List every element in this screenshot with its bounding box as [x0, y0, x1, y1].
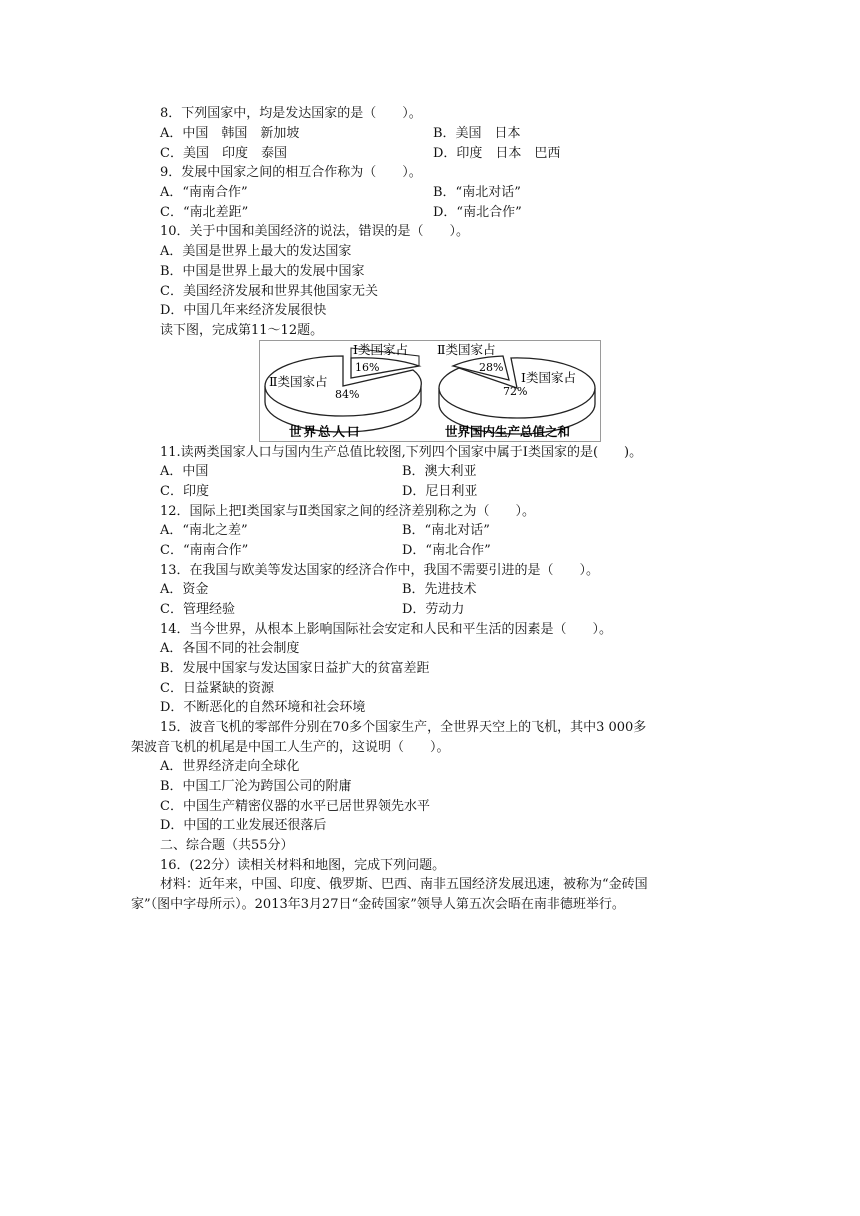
- option-10d: D．中国几年来经济发展很快: [160, 303, 327, 318]
- pie-gdp-pct-small: 28%: [479, 361, 504, 374]
- option-8d: D．印度 日本 巴西: [433, 146, 561, 161]
- question-11: 11.读两类国家人口与国内生产总值比较图,下列四个国家中属于Ⅰ类国家的是( )。: [160, 445, 643, 460]
- pie-gdp-pct-large: 72%: [503, 385, 528, 398]
- option-10b: B．中国是世界上最大的发展中国家: [160, 264, 365, 279]
- option-14d: D．不断恶化的自然环境和社会环境: [160, 700, 366, 715]
- option-8a: A．中国 韩国 新加坡: [160, 126, 300, 141]
- pie-gdp-label-small: Ⅱ类国家占: [437, 342, 496, 357]
- material-line-1: 材料：近年来，中国、印度、俄罗斯、巴西、南非五国经济发展迅速，被称为“金砖国: [160, 877, 648, 892]
- option-14b: B．发展中国家与发达国家日益扩大的贫富差距: [160, 661, 430, 676]
- question-15-cont: 架波音飞机的机尾是中国工人生产的，这说明（ ）。: [131, 740, 450, 755]
- question-12: 12．国际上把Ⅰ类国家与Ⅱ类国家之间的经济差别称之为（ ）。: [160, 504, 536, 519]
- question-14: 14．当今世界，从根本上影响国际社会安定和人民和平生活的因素是（ ）。: [160, 622, 613, 637]
- option-12a: A．“南北之差”: [160, 523, 248, 538]
- option-9c: C．“南北差距”: [160, 205, 249, 220]
- pie-population-caption: 世界总人口: [289, 424, 362, 439]
- option-13b: B．先进技术: [402, 582, 477, 597]
- option-13a: A．资金: [160, 582, 209, 597]
- option-8c: C．美国 印度 泰国: [160, 146, 287, 161]
- question-16: 16．(22分）读相关材料和地图，完成下列问题。: [160, 858, 446, 873]
- option-8b: B．美国 日本: [433, 126, 521, 141]
- question-15: 15．波音飞机的零部件分别在70多个国家生产，全世界天空上的飞机，其中3 000多: [160, 720, 647, 735]
- question-9: 9．发展中国家之间的相互合作称为（ ）。: [160, 165, 422, 180]
- section-heading: 二、综合题（共55分）: [160, 838, 294, 853]
- option-14a: A．各国不同的社会制度: [160, 641, 300, 656]
- option-9a: A．“南南合作”: [160, 185, 248, 200]
- option-15b: B．中国工厂沦为跨国公司的附庸: [160, 779, 352, 794]
- option-15c: C．中国生产精密仪器的水平已居世界领先水平: [160, 799, 430, 814]
- pie-population-pct-large: 84%: [335, 388, 360, 401]
- pie-population-label-small: Ⅰ类国家占: [353, 342, 408, 357]
- option-11d: D．尼日利亚: [402, 484, 478, 499]
- pie-population-label-large: Ⅱ类国家占: [269, 374, 328, 389]
- question-10: 10．关于中国和美国经济的说法，错误的是（ ）。: [160, 224, 470, 239]
- question-8: 8．下列国家中，均是发达国家的是（ ）。: [160, 106, 422, 121]
- option-11b: B．澳大利亚: [402, 464, 477, 479]
- question-13: 13．在我国与欧美等发达国家的经济合作中，我国不需要引进的是（ ）。: [160, 563, 600, 578]
- option-15a: A．世界经济走向全球化: [160, 759, 300, 774]
- pie-gdp-caption: 世界国内生产总值之和: [445, 424, 571, 439]
- figure-instruction: 读下图，完成第11～12题。: [160, 323, 324, 338]
- option-10c: C．美国经济发展和世界其他国家无关: [160, 284, 378, 299]
- option-12c: C．“南南合作”: [160, 543, 249, 558]
- option-12b: B．“南北对话”: [402, 523, 490, 538]
- option-9b: B．“南北对话”: [433, 185, 521, 200]
- pie-gdp-label-large: Ⅰ类国家占: [521, 370, 576, 385]
- option-13d: D．劳动力: [402, 602, 465, 617]
- pie-comparison-figure: [259, 340, 601, 442]
- option-13c: C．管理经验: [160, 602, 235, 617]
- option-14c: C．日益紧缺的资源: [160, 681, 274, 696]
- pie-population-pct-small: 16%: [355, 361, 380, 374]
- option-11c: C．印度: [160, 484, 209, 499]
- option-9d: D．“南北合作”: [433, 205, 522, 220]
- option-11a: A．中国: [160, 464, 209, 479]
- material-line-2: 家”（图中字母所示）。2013年3月27日“金砖国家”领导人第五次会晤在南非德班举行。: [131, 897, 625, 912]
- option-10a: A．美国是世界上最大的发达国家: [160, 244, 352, 259]
- option-15d: D．中国的工业发展还很落后: [160, 818, 327, 833]
- option-12d: D．“南北合作”: [402, 543, 491, 558]
